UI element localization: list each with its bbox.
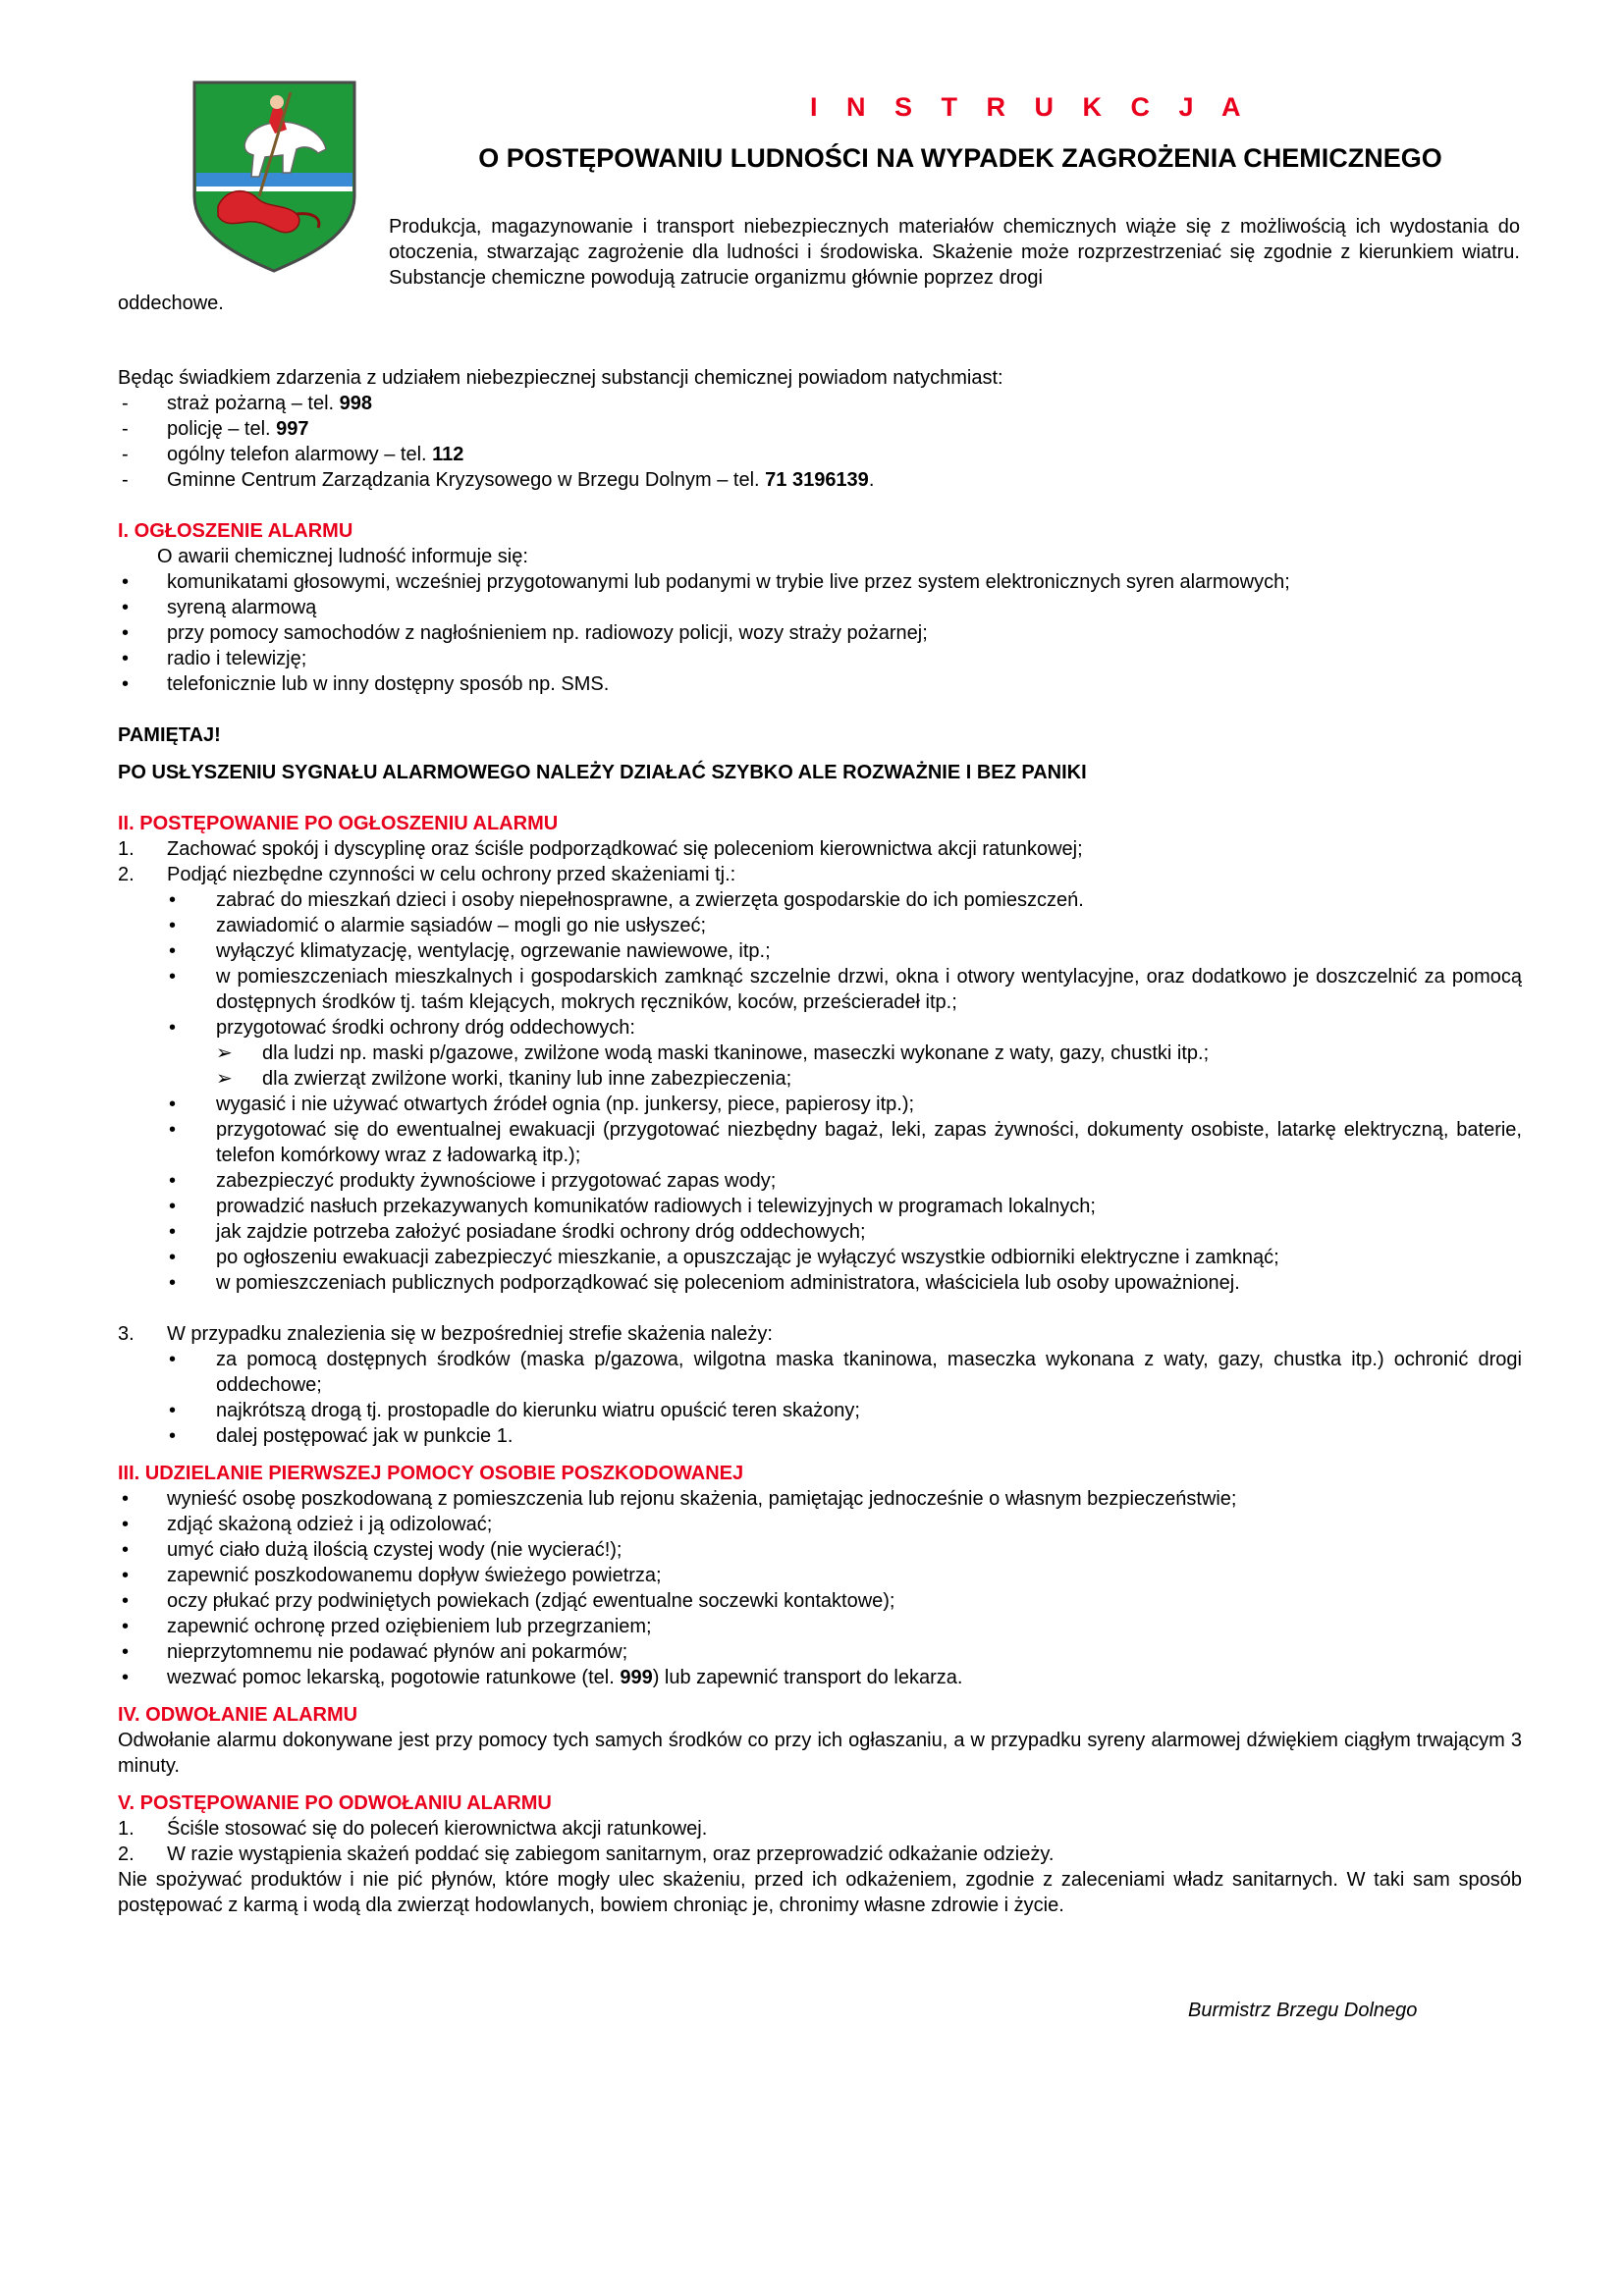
section-3-list [118,1486,1522,1665]
section-3-heading: III. UDZIELANIE PIERWSZEJ POMOCY OSOBIE POSZKODOWANEJ [118,1463,744,1484]
document-title: I N S T R U K C J A [810,92,1252,122]
list-item-marker: • [169,1247,177,1268]
list-item-text: zawiadomić o alarmie sąsiadów – mogli go nie usłyszeć; [216,915,707,936]
list-item [118,1194,1522,1219]
intro-paragraph: Produkcja, magazynowanie i transport niebezpiecznych materiałów chemicznych wiąże się z możliwością ich wydostania do otoczenia, stwarzając zagrożenie dla ludności i środowiska. Skażenie może rozprzestrzeniać się zgodnie z kierunkiem wiatru. Substancje chemiczne powodują zatrucie organizmu głównie poprzez drogi [389,216,1520,289]
list-item-marker: • [169,1094,177,1115]
notify-item [118,391,1522,416]
list-item-marker: • [169,889,177,911]
section-2-step-3: 3. W przypadku znalezienia się w bezpośredniej strefie skażenia należy: [118,1323,773,1345]
list-item-marker: • [169,1425,177,1447]
list-item-text: wynieść osobę poszkodowaną z pomieszczenia lub rejonu skażenia, pamiętając jednocześnie o własnym bezpieczeństwie; [167,1488,1237,1510]
list-item-text: umyć ciało dużą ilością czystej wody (nie wycierać!); [167,1539,623,1561]
list-item-marker: • [122,673,130,695]
list-item-marker: • [169,1272,177,1294]
section-2-step-1: 1. Zachować spokój i dyscyplinę oraz ściśle podporządkować się poleceniom kierownictwa akcji ratunkowej; [118,838,1083,860]
section-2-list-b [118,1092,1522,1296]
list-item [118,569,1522,595]
list-item [118,595,1522,620]
section-5-step-1: 1. Ściśle stosować się do poleceń kierownictwa akcji ratunkowej. [118,1818,708,1840]
list-item [118,1423,1522,1449]
list-item [118,1168,1522,1194]
intro-paragraph-end: oddechowe. [118,293,224,314]
section-1-list [118,569,1522,697]
list-item-text: w pomieszczeniach publicznych podporządkować się poleceniom administratora, właściciela lub osoby upoważnionej. [216,1272,1240,1294]
list-item-text: przy pomocy samochodów z nagłośnieniem np. radiowozy policji, wozy straży pożarnej; [167,622,928,644]
list-item [118,1537,1522,1563]
list-item [118,1270,1522,1296]
notify-item-label: policję – tel. [167,418,277,440]
list-item [118,1015,1522,1041]
section-4-text: Odwołanie alarmu dokonywane jest przy pomocy tych samych środków co przy ich ogłaszaniu, a w przypadku syreny alarmowej dźwiękiem ciągłym trwającym 3 minuty. [118,1730,1522,1777]
list-item-marker: • [122,1488,130,1510]
list-item [118,938,1522,964]
section-2-list-a [118,887,1522,1041]
document-subtitle: O POSTĘPOWANIU LUDNOŚCI NA WYPADEK ZAGROŻENIA CHEMICZNEGO [478,143,1442,173]
list-item-marker: • [169,1196,177,1217]
list-item-text: wyłączyć klimatyzację, wentylację, ogrzewanie nawiewowe, itp.; [216,940,771,962]
list-item-marker: • [169,1017,177,1039]
list-item [118,913,1522,938]
notify-item-marker: - [122,444,129,465]
section-2-arrow-list [118,1041,1522,1092]
list-item [118,1588,1522,1614]
list-item-marker: • [169,1400,177,1421]
arrow-list-item-marker: ➢ [216,1042,233,1064]
notify-item-label: ogólny telefon alarmowy – tel. [167,444,433,465]
section-5-step-2: 2. W razie wystąpienia skażeń poddać się zabiegom sanitarnym, oraz przeprowadzić odkażanie odzieży. [118,1843,1055,1865]
notify-item-marker: - [122,418,129,440]
list-item-text: syreną alarmową [167,597,317,618]
list-item-marker: • [169,940,177,962]
list-item-text: zabezpieczyć produkty żywnościowe i przygotować zapas wody; [216,1170,777,1192]
list-item-marker: • [122,1616,130,1637]
arrow-list-item-text: dla zwierząt zwilżone worki, tkaniny lub inne zabezpieczenia; [262,1068,792,1090]
arrow-list-item-text: dla ludzi np. maski p/gazowe, zwilżone wodą maski tkaninowe, maseczki wykonane z waty, gazy, chustki itp.; [262,1042,1210,1064]
notify-item [118,416,1522,442]
list-item-text: za pomocą dostępnych środków (maska p/gazowa, wilgotna maska tkaninowa, maseczka wykonana z waty, gazy, chustka itp.) ochronić drogi oddechowe; [216,1349,1522,1396]
list-item-marker: • [169,966,177,988]
list-item [118,1092,1522,1117]
notify-item-number: 998 [339,393,373,414]
list-item-text: w pomieszczeniach mieszkalnych i gospodarskich zamknąć szczelnie drzwi, okna i otwory wentylacyjne, oraz dodatkowo je doszczelnić za pomocą dostępnych środków tj. taśm klejących, mokrych ręczników, koców, prześcieradeł itp.; [216,966,1522,1013]
list-item-text: zabrać do mieszkań dzieci i osoby niepełnosprawne, a zwierzęta gospodarskie do ich pomieszczeń. [216,889,1084,911]
list-item-marker: • [169,915,177,936]
list-item-text: przygotować środki ochrony dróg oddechowych: [216,1017,635,1039]
list-item [118,671,1522,697]
section-2-heading: II. POSTĘPOWANIE PO OGŁOSZENIU ALARMU [118,813,559,834]
list-item [118,887,1522,913]
notify-item-number: 112 [432,444,464,465]
list-item-marker: • [169,1119,177,1141]
list-item [118,964,1522,1015]
list-item [118,1398,1522,1423]
list-item-text: telefonicznie lub w inny dostępny sposób np. SMS. [167,673,610,695]
list-item-marker: • [122,1590,130,1612]
notify-item-suffix: . [868,469,875,491]
list-item-marker: • [122,1565,130,1586]
list-item-marker: • [122,648,130,669]
list-item [118,1347,1522,1398]
list-item [118,1245,1522,1270]
section-1-lead: O awarii chemicznej ludność informuje się: [157,546,528,567]
list-item-text: radio i telewizję; [167,648,307,669]
list-item-text: nieprzytomnemu nie podawać płynów ani pokarmów; [167,1641,628,1663]
list-item-marker: • [122,597,130,618]
section-5-closing: Nie spożywać produktów i nie pić płynów, które mogły ulec skażeniu, przed ich odkażeniem, zgodnie z zaleceniami władz sanitarnych. W taki sam sposób postępować z karmą i wodą dla zwierząt hodowlanych, bowiem chroniąc je, chronimy własne zdrowie i życie. [118,1869,1522,1916]
list-item-marker: • [122,622,130,644]
section-2-step-2: 2. Podjąć niezbędne czynności w celu ochrony przed skażeniami tj.: [118,864,736,885]
list-item-text: jak zajdzie potrzeba założyć posiadane środki ochrony dróg oddechowych; [216,1221,866,1243]
notify-item-marker: - [122,469,129,491]
notify-item-label: straż pożarną – tel. [167,393,340,414]
arrow-list-item-marker: ➢ [216,1068,233,1090]
document-body [118,340,1522,1918]
section-5-heading: V. POSTĘPOWANIE PO ODWOŁANIU ALARMU [118,1792,552,1814]
signature: Burmistrz Brzegu Dolnego [1188,2000,1418,2021]
list-item [118,1512,1522,1537]
arrow-list-item [118,1041,1522,1066]
notify-item [118,442,1522,467]
list-item [118,1486,1522,1512]
list-item-marker: • [169,1349,177,1370]
list-item: • wezwać pomoc lekarską, pogotowie ratunkowe (tel. 999) lub zapewnić transport do lekarza. [122,1667,963,1688]
notify-item-number: 71 3196139 [765,469,869,491]
notify-item-marker: - [122,393,129,414]
list-item-marker: • [169,1170,177,1192]
warning-text: PO USŁYSZENIU SYGNAŁU ALARMOWEGO NALEŻY DZIAŁAĆ SZYBKO ALE ROZWAŻNIE I BEZ PANIKI [118,762,1087,783]
list-item-text: najkrótszą drogą tj. prostopadle do kierunku wiatru opuścić teren skażony; [216,1400,860,1421]
list-item-text: wygasić i nie używać otwartych źródeł ognia (np. junkersy, piece, papierosy itp.); [216,1094,915,1115]
list-item-text: dalej postępować jak w punkcie 1. [216,1425,514,1447]
list-item-text: zdjąć skażoną odzież i ją odizolować; [167,1514,493,1535]
notify-list [118,391,1522,493]
list-item-text: komunikatami głosowymi, wcześniej przygotowanymi lub podanymi w trybie live przez system elektronicznych syren alarmowych; [167,571,1290,593]
list-item [118,1219,1522,1245]
list-item-marker: • [122,1514,130,1535]
notify-item-number: 997 [276,418,309,440]
list-item [118,620,1522,646]
notify-lead: Będąc świadkiem zdarzenia z udziałem niebezpiecznej substancji chemicznej powiadom natychmiast: [118,367,1003,389]
section-1-heading: I. OGŁOSZENIE ALARMU [118,520,353,542]
list-item-marker: • [122,571,130,593]
section-4-heading: IV. ODWOŁANIE ALARMU [118,1704,358,1726]
list-item [118,1117,1522,1168]
section-2-list-c [118,1347,1522,1449]
list-item [118,1614,1522,1639]
list-item-text: zapewnić ochronę przed oziębieniem lub przegrzaniem; [167,1616,652,1637]
list-item-marker: • [169,1221,177,1243]
list-item-text: po ogłoszeniu ewakuacji zabezpieczyć mieszkanie, a opuszczając je wyłączyć wszystkie odbiorniki elektryczne i zamknąć; [216,1247,1279,1268]
list-item-marker: • [122,1641,130,1663]
remember-label: PAMIĘTAJ! [118,724,221,746]
notify-item [118,467,1522,493]
list-item [118,646,1522,671]
list-item [118,1639,1522,1665]
list-item-text: oczy płukać przy podwiniętych powiekach (zdjąć ewentualne soczewki kontaktowe); [167,1590,895,1612]
list-item-text: prowadzić nasłuch przekazywanych komunikatów radiowych i telewizyjnych w programach lokalnych; [216,1196,1096,1217]
arrow-list-item [118,1066,1522,1092]
list-item [118,1563,1522,1588]
list-item-text: przygotować się do ewentualnej ewakuacji (przygotować niezbędny bagaż, leki, zapas żywności, dokumenty osobiste, latarkę elektryczną, baterie, telefon komórkowy wraz z ładowarką itp.); [216,1119,1522,1166]
list-item-marker: • [122,1539,130,1561]
list-item-text: zapewnić poszkodowanemu dopływ świeżego powietrza; [167,1565,662,1586]
coat-of-arms-icon [189,79,360,275]
notify-item-label: Gminne Centrum Zarządzania Kryzysowego w Brzegu Dolnym – tel. [167,469,766,491]
